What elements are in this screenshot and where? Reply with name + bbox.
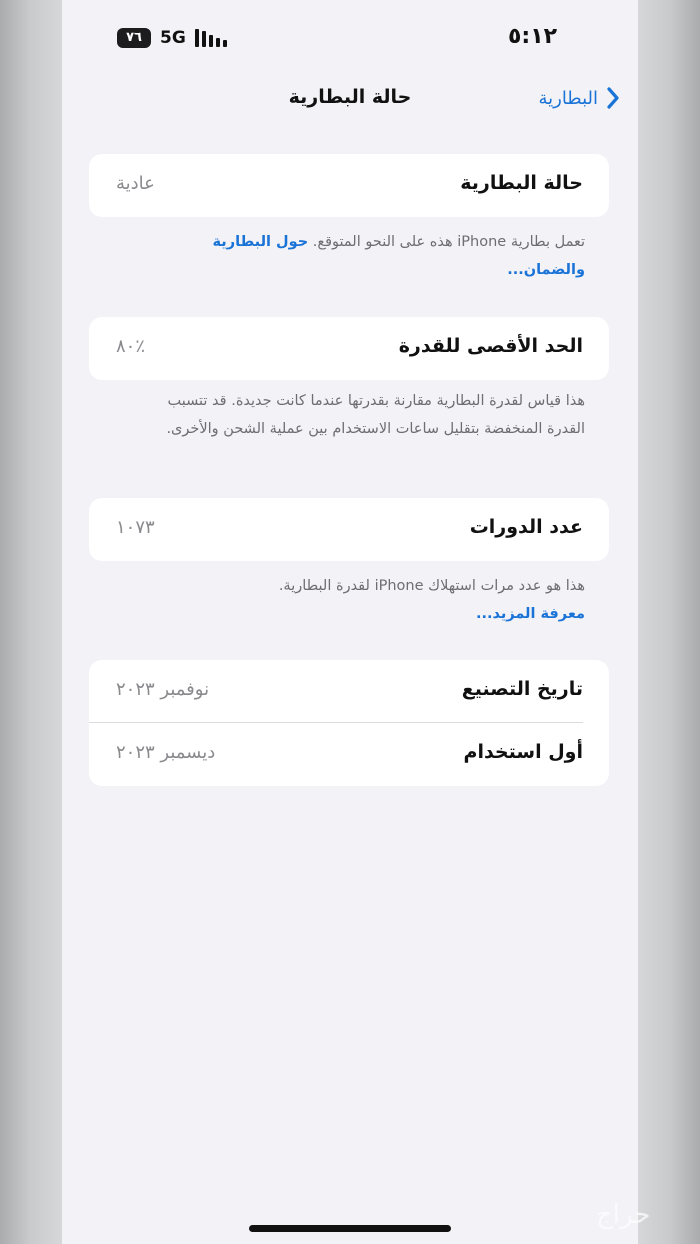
cycle-count-note [155, 572, 585, 628]
first-use-value: ديسمبر ٢٠٢٣ [116, 742, 216, 763]
first-use-title: أول استخدام [463, 741, 583, 763]
home-indicator[interactable] [249, 1225, 451, 1232]
status-indicators [117, 28, 227, 48]
cycle-count-value: ١٠٧٣ [116, 517, 155, 538]
manufacture-date-value: نوفمبر ٢٠٢٣ [116, 679, 210, 700]
maximum-capacity-card [89, 317, 609, 380]
manufacture-date-row [89, 660, 609, 723]
battery-health-row [89, 154, 609, 217]
network-type: 5G [160, 28, 186, 48]
page-title: حالة البطارية [288, 86, 412, 108]
back-button[interactable] [538, 86, 620, 110]
battery-health-note [155, 228, 585, 284]
cycle-count-note-text: هذا هو عدد مرات استهلاك iPhone لقدرة البطارية. [278, 578, 585, 594]
maximum-capacity-value: ٪٨٠ [116, 336, 146, 357]
cycle-count-title: عدد الدورات [469, 516, 583, 538]
battery-health-title: حالة البطارية [460, 172, 583, 194]
cycle-count-card [89, 498, 609, 561]
settings-screen [62, 0, 638, 1244]
maximum-capacity-title: الحد الأقصى للقدرة [398, 335, 583, 357]
first-use-row [89, 723, 609, 786]
back-button-label: البطارية [538, 87, 598, 109]
battery-indicator: ٧٦ [117, 28, 151, 48]
watermark-logo: حراج [596, 1200, 651, 1230]
cycle-count-row [89, 498, 609, 561]
dates-card [89, 660, 609, 786]
maximum-capacity-row [89, 317, 609, 380]
maximum-capacity-note: هذا قياس لقدرة البطارية مقارنة بقدرتها عندما كانت جديدة. قد تتسبب القدرة المنخفضة بتقليل ساعات الاستخدام بين عملية الشحن والأخرى. [166, 393, 585, 437]
status-time: ٥:١٢ [508, 24, 558, 49]
navigation-bar [62, 86, 638, 116]
signal-bars-icon [195, 29, 227, 47]
manufacture-date-title: تاريخ التصنيع [461, 678, 583, 700]
battery-health-value: عادية [116, 173, 155, 194]
learn-more-link[interactable]: معرفة المزيد... [475, 606, 585, 622]
battery-health-note-text: تعمل بطارية iPhone هذه على النحو المتوقع. [312, 234, 585, 250]
battery-health-card [89, 154, 609, 217]
chevron-back-icon [606, 86, 620, 110]
battery-warranty-link[interactable]: حول البطارية والضمان... [212, 234, 585, 278]
